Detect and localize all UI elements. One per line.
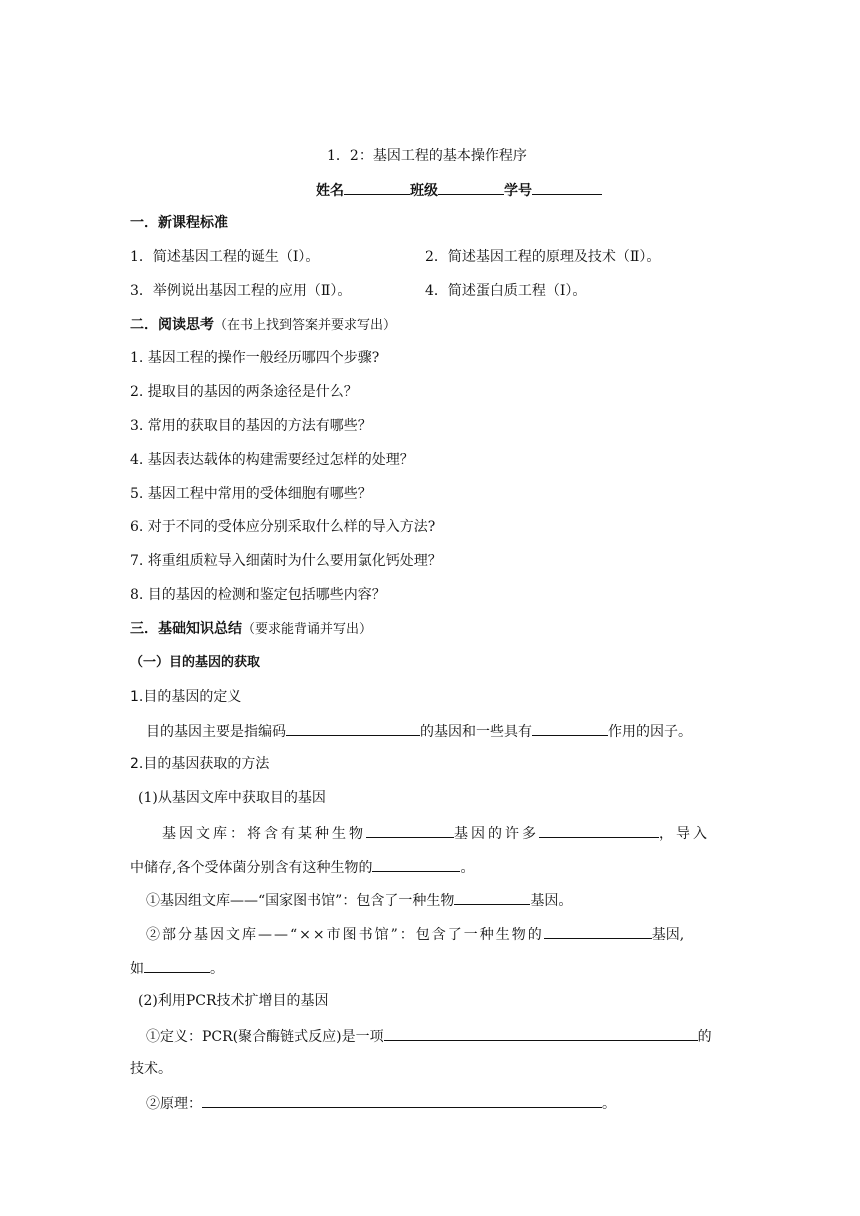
text-fragment: ①基因组文库——“国家图书馆”：包含了一种生物 xyxy=(146,893,455,909)
pcr-principle-line xyxy=(146,1092,616,1114)
text-fragment: 基因, xyxy=(651,927,685,943)
text-fragment: 中储存,各个受体菌分别含有这种生物的 xyxy=(130,860,373,876)
fill-blank[interactable] xyxy=(286,720,420,736)
standard-item: 2．简述基因工程的原理及技术（Ⅱ）。 xyxy=(425,249,661,265)
definition-line xyxy=(146,720,692,742)
standard-item: 1．简述基因工程的诞生（Ⅰ）。 xyxy=(130,249,320,265)
method-heading: (1)从基因文库中获取目的基因 xyxy=(138,790,326,806)
fill-blank[interactable] xyxy=(384,1025,698,1041)
question-item: 2. 提取目的基因的两条途径是什么？ xyxy=(130,384,358,400)
text-fragment: 的基因和一些具有 xyxy=(420,724,532,740)
class-label: 班级 xyxy=(410,183,438,199)
fill-blank[interactable] xyxy=(454,889,530,905)
question-item: 6. 对于不同的受体应分别采取什么样的导入方法? xyxy=(130,519,436,535)
text-fragment: ②部分基因文库——“××市图书馆”：包含了一种生物的 xyxy=(146,927,544,943)
section-heading-standards: 一．新课程标准 xyxy=(130,215,228,231)
fill-blank[interactable] xyxy=(366,822,454,838)
fill-blank[interactable] xyxy=(532,720,608,736)
text-fragment: 的 xyxy=(697,1029,712,1045)
library-line xyxy=(162,822,710,844)
name-blank[interactable] xyxy=(344,179,410,195)
library-line-cont xyxy=(130,856,474,878)
point-title: 1.目的基因的定义 xyxy=(130,689,242,705)
section-heading-note: （要求能背诵并写出） xyxy=(242,622,373,637)
question-item: 1. 基因工程的操作一般经历哪四个步骤? xyxy=(130,350,380,366)
question-item: 4. 基因表达载体的构建需要经过怎样的处理？ xyxy=(130,452,414,468)
fill-blank[interactable] xyxy=(202,1092,602,1108)
question-item: 3. 常用的获取目的基因的方法有哪些？ xyxy=(130,418,372,434)
pcr-definition-line xyxy=(146,1025,712,1047)
text-fragment: 。 xyxy=(210,961,224,977)
text-fragment: 。 xyxy=(460,860,475,876)
student-info-line xyxy=(316,179,602,201)
text-fragment: 。 xyxy=(602,1096,616,1112)
text-fragment: ，导入 xyxy=(659,826,710,842)
standard-item: 3．举例说出基因工程的应用（Ⅱ）。 xyxy=(130,283,352,299)
fill-blank[interactable] xyxy=(544,923,652,939)
text-fragment: 作用的因子。 xyxy=(608,724,692,740)
name-label: 姓名 xyxy=(316,183,344,199)
section-heading-note: （在书上找到答案并要求写出） xyxy=(214,318,397,333)
question-item: 7. 将重组质粒导入细菌时为什么要用氯化钙处理？ xyxy=(130,553,442,569)
section-heading-text: 三．基础知识总结 xyxy=(130,621,242,637)
genomic-library-line xyxy=(146,889,572,911)
section-heading-reading xyxy=(130,315,396,336)
text-fragment: 如 xyxy=(130,961,144,977)
text-fragment: 基因文库：将含有某种生物 xyxy=(162,826,366,842)
text-fragment: 目的基因主要是指编码 xyxy=(146,724,286,740)
fill-blank[interactable] xyxy=(372,856,460,872)
id-label: 学号 xyxy=(504,183,532,199)
id-blank[interactable] xyxy=(532,179,602,195)
class-blank[interactable] xyxy=(438,179,504,195)
standard-item: 4．简述蛋白质工程（Ⅰ）。 xyxy=(425,283,587,299)
text-fragment: 基因。 xyxy=(530,893,573,909)
section-heading-text: 二．阅读思考 xyxy=(130,317,214,333)
question-item: 8. 目的基因的检测和鉴定包括哪些内容？ xyxy=(130,587,386,603)
fill-blank[interactable] xyxy=(144,957,210,973)
point-title: 2.目的基因获取的方法 xyxy=(130,756,270,772)
partial-library-line xyxy=(146,923,684,945)
text-fragment: 基因的许多 xyxy=(454,826,539,842)
partial-library-line-cont xyxy=(130,957,224,979)
question-item: 5. 基因工程中常用的受体细胞有哪些？ xyxy=(130,486,372,502)
fill-blank[interactable] xyxy=(539,822,659,838)
page-title: 1．2：基因工程的基本操作程序 xyxy=(327,148,527,164)
text-fragment: ②原理： xyxy=(146,1096,202,1112)
text-fragment: ①定义：PCR(聚合酶链式反应)是一项 xyxy=(146,1029,384,1045)
method-heading: (2)利用PCR技术扩增目的基因 xyxy=(138,993,329,1009)
section-heading-summary xyxy=(130,619,372,640)
pcr-definition-cont: 技术。 xyxy=(130,1061,172,1077)
subsection-heading: （一）目的基因的获取 xyxy=(130,655,261,670)
